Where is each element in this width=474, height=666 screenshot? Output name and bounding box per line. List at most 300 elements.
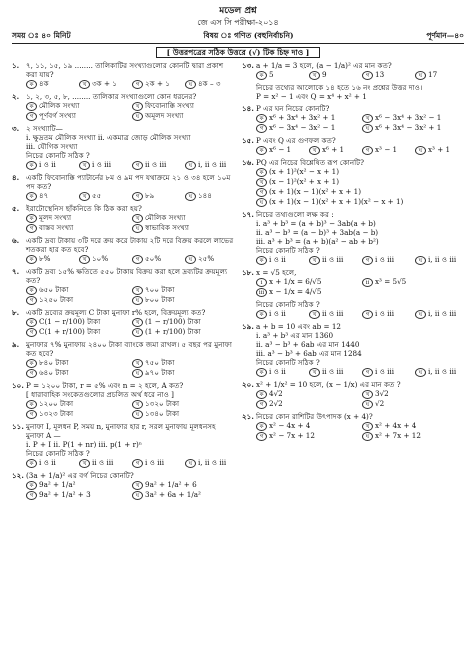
option-marker[interactable]: ক bbox=[256, 146, 267, 155]
option-marker[interactable]: ক bbox=[256, 422, 267, 431]
option-marker[interactable]: ক bbox=[26, 161, 37, 170]
option-marker[interactable]: গ bbox=[362, 146, 373, 155]
option-marker[interactable]: গ bbox=[132, 255, 143, 264]
exam-header bbox=[12, 6, 464, 28]
option-text: 2√2 bbox=[269, 399, 283, 408]
option-marker[interactable]: খ bbox=[362, 390, 373, 399]
answer-option[interactable] bbox=[362, 431, 464, 441]
option-marker[interactable]: ঘ bbox=[185, 459, 196, 468]
option-marker[interactable]: ঘ bbox=[185, 80, 196, 89]
answer-option[interactable] bbox=[309, 367, 358, 377]
question-text: একটি দ্রব্যের ক্রয়মূল্য C টাকা মুনাফা r% হলে, বিক্রয়মূল্য কত? bbox=[26, 308, 206, 317]
option-marker[interactable]: ঘ bbox=[415, 310, 426, 319]
answer-option[interactable] bbox=[26, 191, 75, 201]
option-text: ii ও iii bbox=[145, 160, 167, 169]
option-marker[interactable]: ক bbox=[256, 168, 267, 177]
option-marker[interactable]: ক bbox=[26, 400, 37, 409]
option-marker[interactable]: ঘ bbox=[415, 256, 426, 265]
question-text: P = ১২০০ টাকা, r = ৫% এবং n = ২ হলে, A কত? bbox=[26, 381, 184, 390]
option-marker[interactable]: ঘ bbox=[362, 124, 373, 133]
answer-option[interactable] bbox=[132, 254, 181, 264]
answer-option[interactable] bbox=[26, 160, 75, 170]
answer-option[interactable] bbox=[362, 123, 464, 133]
option-marker[interactable]: খ bbox=[309, 71, 320, 80]
answer-option[interactable] bbox=[256, 187, 464, 197]
option-marker[interactable]: iii bbox=[256, 288, 267, 297]
exam-subject: বিষয় ঃ গণিত (বহুনির্বাচনি) bbox=[203, 31, 294, 41]
option-marker[interactable]: ঘ bbox=[132, 369, 143, 378]
option-marker[interactable]: খ bbox=[132, 359, 143, 368]
option-text: বাস্তব সংখ্যা bbox=[39, 223, 74, 232]
option-marker[interactable]: ii bbox=[362, 278, 373, 287]
option-marker[interactable]: খ bbox=[79, 80, 90, 89]
answer-option[interactable] bbox=[309, 255, 358, 265]
option-marker[interactable]: গ bbox=[362, 256, 373, 265]
answer-option[interactable] bbox=[132, 327, 234, 337]
option-group bbox=[242, 113, 464, 133]
answer-option[interactable] bbox=[415, 309, 464, 319]
answer-option[interactable] bbox=[362, 399, 464, 409]
question-item bbox=[242, 83, 464, 101]
option-marker[interactable]: খ bbox=[132, 481, 143, 490]
answer-option[interactable] bbox=[132, 368, 234, 378]
option-marker[interactable]: ক bbox=[26, 481, 37, 490]
option-marker[interactable]: গ bbox=[26, 224, 37, 233]
option-text: x³ = 5√5 bbox=[375, 277, 407, 286]
option-text: i ও iii bbox=[145, 458, 165, 467]
option-marker[interactable]: ঘ bbox=[132, 491, 143, 500]
option-marker[interactable]: ঘ bbox=[132, 224, 143, 233]
option-marker[interactable]: ক bbox=[26, 80, 37, 89]
question-statement: iii. a³ + b³ = (a + b)(a² − ab + b²) bbox=[256, 237, 379, 246]
option-text: i ও ii bbox=[269, 309, 286, 318]
option-marker[interactable]: ঘ bbox=[132, 410, 143, 419]
option-marker[interactable]: গ bbox=[256, 432, 267, 441]
option-marker[interactable]: খ bbox=[309, 146, 320, 155]
option-marker[interactable]: গ bbox=[256, 400, 267, 409]
question-line bbox=[242, 322, 464, 331]
question-text: PQ এর নিচের বিশ্লেষিত রূপ কোনটি? bbox=[256, 158, 364, 167]
option-text: i ও iii bbox=[375, 309, 395, 318]
question-text: (3a + 1/a)² এর বর্গ নিচের কোনটি? bbox=[26, 471, 134, 480]
option-text: ii ও iii bbox=[92, 458, 114, 467]
option-group bbox=[242, 367, 464, 377]
option-marker[interactable]: গ bbox=[132, 459, 143, 468]
answer-option[interactable] bbox=[256, 277, 358, 287]
answer-option[interactable] bbox=[256, 389, 358, 399]
option-text: x² − 7x + 12 bbox=[269, 431, 315, 440]
option-text: x² + 7x + 12 bbox=[375, 431, 421, 440]
answer-option[interactable] bbox=[256, 177, 464, 187]
answer-option[interactable] bbox=[362, 367, 411, 377]
option-group bbox=[242, 167, 464, 207]
option-text: 4√2 bbox=[269, 389, 283, 398]
question-item bbox=[12, 308, 234, 337]
option-marker[interactable]: গ bbox=[132, 161, 143, 170]
answer-option[interactable] bbox=[132, 223, 234, 233]
option-text: 5 bbox=[269, 70, 274, 79]
question-line bbox=[12, 61, 234, 79]
question-text: a + b = 10 এবং ab = 12 bbox=[256, 322, 341, 331]
option-marker[interactable]: ক bbox=[26, 214, 37, 223]
option-text: i ও ii bbox=[269, 255, 286, 264]
option-text: i, ii ও iii bbox=[428, 255, 457, 264]
option-text: x⁶ − 3x⁴ + 3x² − 1 bbox=[375, 113, 442, 122]
option-marker[interactable]: খ bbox=[132, 286, 143, 295]
option-text: ৬৫০ টাকা bbox=[39, 285, 69, 294]
option-marker[interactable]: খ bbox=[79, 459, 90, 468]
answer-option[interactable] bbox=[26, 111, 128, 121]
option-group bbox=[12, 160, 234, 170]
option-marker[interactable]: খ bbox=[132, 102, 143, 111]
option-group bbox=[12, 458, 234, 468]
answer-option[interactable] bbox=[309, 309, 358, 319]
question-item bbox=[242, 412, 464, 441]
option-marker[interactable]: ক bbox=[26, 459, 37, 468]
option-marker[interactable]: ক bbox=[26, 255, 37, 264]
answer-option[interactable] bbox=[132, 79, 181, 89]
answer-option[interactable] bbox=[26, 458, 75, 468]
answer-option[interactable] bbox=[256, 70, 305, 80]
answer-option[interactable] bbox=[26, 399, 128, 409]
question-columns bbox=[12, 61, 464, 503]
answer-option[interactable] bbox=[132, 317, 234, 327]
answer-option[interactable] bbox=[26, 213, 128, 223]
question-text: ২ সংখ্যাটি— bbox=[26, 124, 63, 133]
option-text: ১৪৪ bbox=[198, 191, 212, 200]
option-marker[interactable]: গ bbox=[256, 124, 267, 133]
question-text: নিচের তথ্যের আলোকে ১৪ হতে ১৬ নং প্রশ্নের উত্তর দাও। bbox=[256, 83, 423, 92]
option-text: 9 bbox=[322, 70, 327, 79]
option-text: i ও iii bbox=[375, 255, 395, 264]
option-text: i ও ii bbox=[39, 458, 56, 467]
answer-option[interactable] bbox=[256, 431, 358, 441]
option-marker[interactable]: খ bbox=[79, 161, 90, 170]
option-text: ৭০০ টাকা bbox=[145, 285, 175, 294]
question-statement: [ ধারাবাহিক সংকেতগুলোর প্রচলিত অর্থ ধরে নাও ] bbox=[26, 390, 174, 399]
option-text: মৌলিক সংখ্যা bbox=[145, 213, 186, 222]
option-marker[interactable]: ঘ bbox=[132, 296, 143, 305]
option-text: ৪৭ bbox=[39, 191, 49, 200]
option-marker[interactable]: খ bbox=[309, 310, 320, 319]
right-column bbox=[242, 61, 464, 503]
answer-option[interactable] bbox=[362, 309, 411, 319]
answer-option[interactable] bbox=[26, 79, 75, 89]
answer-option[interactable] bbox=[79, 79, 128, 89]
option-marker[interactable]: খ bbox=[79, 192, 90, 201]
answer-option[interactable] bbox=[132, 399, 234, 409]
answer-option[interactable] bbox=[256, 287, 358, 297]
question-number: ২০. bbox=[242, 380, 254, 389]
question-text: x² + 1/x² = 10 হলে, (x − 1/x) এর মান কত ? bbox=[256, 380, 401, 389]
option-marker[interactable]: ক bbox=[256, 71, 267, 80]
answer-option[interactable] bbox=[185, 79, 234, 89]
option-marker[interactable]: ঘ bbox=[185, 192, 196, 201]
option-text: 9a² + 1/a² + 3 bbox=[39, 490, 91, 499]
option-text: ৮০০ টাকা bbox=[145, 295, 175, 304]
question-number: ১১. bbox=[12, 422, 24, 431]
answer-option[interactable] bbox=[256, 123, 358, 133]
instruction-wrap bbox=[12, 47, 464, 58]
question-text: ১, ২, ৩, ৫, ৮, ........ তালিকার সংখ্যাগুলো কোন ধরনের? bbox=[26, 92, 197, 101]
option-marker[interactable]: ঘ bbox=[132, 112, 143, 121]
answer-option[interactable] bbox=[26, 295, 128, 305]
question-number: ৭. bbox=[12, 267, 20, 276]
option-text: ফিবোনাক্কি সংখ্যা bbox=[145, 101, 195, 110]
question-text: ৭, ১১, ১৫, ১৯ ........ তালিকাটির সংখ্যাগুলোর কোনটি দ্বারা প্রকাশ করা যায়? bbox=[26, 61, 224, 79]
answer-option[interactable] bbox=[26, 327, 128, 337]
answer-option[interactable] bbox=[362, 70, 411, 80]
option-marker[interactable]: খ bbox=[309, 368, 320, 377]
question-statement: নিচের কোনটি সঠিক ? bbox=[256, 246, 320, 255]
answer-option[interactable] bbox=[185, 160, 234, 170]
option-marker[interactable]: খ bbox=[79, 255, 90, 264]
question-number: ৬. bbox=[12, 236, 20, 245]
option-marker[interactable]: ঘ bbox=[415, 146, 426, 155]
question-item bbox=[242, 104, 464, 133]
option-marker[interactable]: গ bbox=[256, 188, 267, 197]
answer-option[interactable] bbox=[26, 101, 128, 111]
answer-option[interactable] bbox=[26, 490, 128, 500]
question-statement: নিচের কোনটি সঠিক ? bbox=[256, 358, 320, 367]
option-marker[interactable]: ঘ bbox=[256, 198, 267, 207]
question-text: P এবং Q এর গুণফল কত? bbox=[256, 136, 336, 145]
option-group bbox=[12, 285, 234, 305]
option-marker[interactable]: ক bbox=[26, 102, 37, 111]
question-text: একটি ফিবোনাক্কি প্যাটার্নের ৮ম ও ৯ম পদ যথাক্রমে ২১ ও ৩৪ হলে ১০ম পদ কত? bbox=[26, 173, 231, 191]
option-marker[interactable]: গ bbox=[362, 368, 373, 377]
option-marker[interactable]: গ bbox=[26, 112, 37, 121]
option-marker[interactable]: i bbox=[256, 278, 267, 287]
question-statement: i. a³ + b³ এর মান 1360 bbox=[256, 331, 334, 340]
answer-option[interactable] bbox=[132, 285, 234, 295]
option-marker[interactable]: গ bbox=[362, 310, 373, 319]
option-group bbox=[12, 358, 234, 378]
question-statement: নিচের কোনটি সঠিক ? bbox=[26, 449, 90, 458]
answer-option[interactable] bbox=[26, 223, 128, 233]
option-marker[interactable]: ঘ bbox=[415, 71, 426, 80]
answer-option[interactable] bbox=[415, 367, 464, 377]
option-marker[interactable]: গ bbox=[26, 296, 37, 305]
answer-option[interactable] bbox=[132, 358, 234, 368]
option-marker[interactable]: গ bbox=[362, 71, 373, 80]
option-marker[interactable]: গ bbox=[26, 410, 37, 419]
answer-option[interactable] bbox=[415, 145, 464, 155]
question-number: ১৭. bbox=[242, 210, 254, 219]
question-statement: iii. যৌগিক সংখ্যা bbox=[26, 142, 78, 151]
option-text: x³ − 1 bbox=[375, 145, 398, 154]
option-text: x² + 4x + 4 bbox=[375, 421, 417, 430]
option-text: 17 bbox=[428, 70, 438, 79]
answer-option[interactable] bbox=[362, 113, 464, 123]
answer-option[interactable] bbox=[26, 480, 128, 490]
option-group bbox=[242, 309, 464, 319]
answer-option[interactable] bbox=[26, 368, 128, 378]
option-text: i, ii ও iii bbox=[428, 367, 457, 376]
question-line bbox=[12, 92, 234, 101]
answer-option[interactable] bbox=[26, 254, 75, 264]
option-marker[interactable]: খ bbox=[362, 422, 373, 431]
option-text: ৪ক bbox=[39, 79, 49, 88]
question-statement: i. ক্ষুদ্রতম মৌলিক সংখ্যা ii. একমাত্র জোড় মৌলিক সংখ্যা bbox=[26, 133, 191, 142]
option-text: ১০% bbox=[92, 254, 109, 263]
question-line bbox=[242, 61, 464, 70]
answer-option[interactable] bbox=[26, 285, 128, 295]
option-marker[interactable]: ঘ bbox=[362, 432, 373, 441]
option-text: (1 + r/100) টাকা bbox=[145, 327, 201, 336]
option-marker[interactable]: ক bbox=[256, 114, 267, 123]
question-item bbox=[12, 381, 234, 419]
option-marker[interactable]: গ bbox=[26, 491, 37, 500]
answer-option[interactable] bbox=[79, 191, 128, 201]
option-marker[interactable]: গ bbox=[132, 192, 143, 201]
option-group bbox=[12, 317, 234, 337]
answer-option[interactable] bbox=[132, 160, 181, 170]
option-marker[interactable]: খ bbox=[132, 214, 143, 223]
option-marker[interactable]: ঘ bbox=[185, 161, 196, 170]
answer-option[interactable] bbox=[26, 317, 128, 327]
option-text: 3a² + 6a + 1/a² bbox=[145, 490, 201, 499]
option-marker[interactable]: গ bbox=[132, 80, 143, 89]
option-marker[interactable]: খ bbox=[362, 114, 373, 123]
answer-option[interactable] bbox=[79, 254, 128, 264]
answer-option[interactable] bbox=[256, 113, 358, 123]
option-text: 9a² + 1/a² + 6 bbox=[145, 480, 197, 489]
option-marker[interactable]: খ bbox=[256, 178, 267, 187]
answer-option[interactable] bbox=[256, 197, 464, 207]
option-marker[interactable]: ক bbox=[26, 192, 37, 201]
option-text: মৌলিক সংখ্যা bbox=[39, 101, 80, 110]
answer-option[interactable] bbox=[26, 409, 128, 419]
answer-option[interactable] bbox=[26, 358, 128, 368]
question-statement: P = x² − 1 এবং Q = x⁴ + x² + 1 bbox=[256, 92, 367, 101]
answer-option[interactable] bbox=[415, 255, 464, 265]
option-marker[interactable]: ক bbox=[26, 318, 37, 327]
answer-option[interactable] bbox=[256, 399, 358, 409]
question-text: x = √5 হলে, bbox=[256, 268, 297, 277]
option-text: x − 1/x = 4/√5 bbox=[269, 287, 322, 296]
option-text: ১৩২০ টাকা bbox=[145, 399, 180, 408]
answer-option[interactable] bbox=[256, 255, 305, 265]
question-line bbox=[242, 158, 464, 167]
option-marker[interactable]: ঘ bbox=[132, 328, 143, 337]
answer-option[interactable] bbox=[256, 367, 305, 377]
answer-option[interactable] bbox=[132, 295, 234, 305]
option-group bbox=[242, 255, 464, 265]
question-item bbox=[242, 136, 464, 155]
option-group bbox=[242, 145, 464, 155]
question-line bbox=[12, 267, 234, 285]
answer-option[interactable] bbox=[309, 145, 358, 155]
answer-option[interactable] bbox=[309, 70, 358, 80]
option-marker[interactable]: ক bbox=[256, 390, 267, 399]
option-group bbox=[242, 277, 464, 297]
answer-option[interactable] bbox=[256, 167, 464, 177]
answer-option[interactable] bbox=[132, 409, 234, 419]
option-marker[interactable]: ক bbox=[256, 368, 267, 377]
question-item bbox=[12, 61, 234, 89]
option-text: অমূলদ সংখ্যা bbox=[145, 111, 184, 120]
answer-option[interactable] bbox=[132, 213, 234, 223]
option-marker[interactable]: ক bbox=[256, 256, 267, 265]
answer-option[interactable] bbox=[185, 191, 234, 201]
question-number: ১২. bbox=[12, 471, 24, 480]
question-number: ৫. bbox=[12, 204, 20, 213]
answer-option[interactable] bbox=[362, 277, 464, 287]
option-text: (1 − r/100) টাকা bbox=[145, 317, 201, 326]
answer-option[interactable] bbox=[362, 389, 464, 399]
option-marker[interactable]: গ bbox=[26, 369, 37, 378]
option-marker[interactable]: খ bbox=[132, 400, 143, 409]
option-text: x² − 4x + 4 bbox=[269, 421, 311, 430]
option-marker[interactable]: ঘ bbox=[362, 400, 373, 409]
option-text: ১২০০ টাকা bbox=[39, 399, 74, 408]
question-number bbox=[242, 300, 256, 309]
option-group bbox=[12, 191, 234, 201]
answer-option[interactable] bbox=[256, 421, 358, 431]
question-line bbox=[242, 268, 464, 277]
option-text: x⁶ − 1 bbox=[269, 145, 292, 154]
answer-option[interactable] bbox=[132, 458, 181, 468]
option-text: x⁶ − 3x⁴ − 3x² − 1 bbox=[269, 123, 336, 132]
answer-option[interactable] bbox=[132, 490, 234, 500]
question-line bbox=[242, 136, 464, 145]
answer-option[interactable] bbox=[185, 254, 234, 264]
option-text: i ও ii bbox=[269, 367, 286, 376]
answer-option[interactable] bbox=[185, 458, 234, 468]
option-text: i, ii ও iii bbox=[198, 160, 227, 169]
answer-option[interactable] bbox=[362, 255, 411, 265]
option-marker[interactable]: ঘ bbox=[185, 255, 196, 264]
answer-option[interactable] bbox=[132, 191, 181, 201]
instruction-box: [ উত্তরপত্রের সঠিক উত্তরে (√) টিক চিহ্ন দাও ] bbox=[156, 47, 321, 58]
answer-option[interactable] bbox=[256, 145, 305, 155]
answer-option[interactable] bbox=[132, 480, 234, 490]
option-text: i, ii ও iii bbox=[428, 309, 457, 318]
exam-subtitle: জে এস সি পরীক্ষা-২০১৪ bbox=[197, 18, 279, 28]
question-line bbox=[242, 83, 464, 92]
option-marker[interactable]: ক bbox=[26, 359, 37, 368]
option-marker[interactable]: ক bbox=[256, 310, 267, 319]
answer-option[interactable] bbox=[79, 160, 128, 170]
answer-option[interactable] bbox=[256, 309, 305, 319]
option-text: ৫০% bbox=[145, 254, 162, 263]
option-text: C(1 − r/100) টাকা bbox=[39, 317, 101, 326]
question-statement: ii. a³ − b³ + 6ab এর মান 1440 bbox=[256, 340, 360, 349]
question-statement: নিচের কোনটি সঠিক ? bbox=[26, 151, 90, 160]
answer-option[interactable] bbox=[132, 101, 234, 111]
question-line bbox=[242, 210, 464, 219]
option-text: x⁶ + 1 bbox=[322, 145, 345, 154]
option-marker[interactable]: ঘ bbox=[415, 368, 426, 377]
answer-option[interactable] bbox=[79, 458, 128, 468]
option-text: ২ক + ১ bbox=[145, 79, 170, 88]
option-marker[interactable]: খ bbox=[132, 318, 143, 327]
answer-option[interactable] bbox=[362, 145, 411, 155]
option-marker[interactable]: গ bbox=[26, 328, 37, 337]
question-item bbox=[12, 173, 234, 201]
option-text: ৪ক – ৩ bbox=[198, 79, 221, 88]
option-marker[interactable]: ক bbox=[26, 286, 37, 295]
option-text: (x + 1)(x − 1)(x² + x + 1)(x² − x + 1) bbox=[269, 197, 404, 206]
question-item bbox=[12, 471, 234, 500]
answer-option[interactable] bbox=[415, 70, 464, 80]
answer-option[interactable] bbox=[362, 421, 464, 431]
option-group bbox=[12, 101, 234, 121]
option-marker[interactable]: খ bbox=[309, 256, 320, 265]
answer-option[interactable] bbox=[132, 111, 234, 121]
question-number: ৮. bbox=[12, 308, 20, 317]
